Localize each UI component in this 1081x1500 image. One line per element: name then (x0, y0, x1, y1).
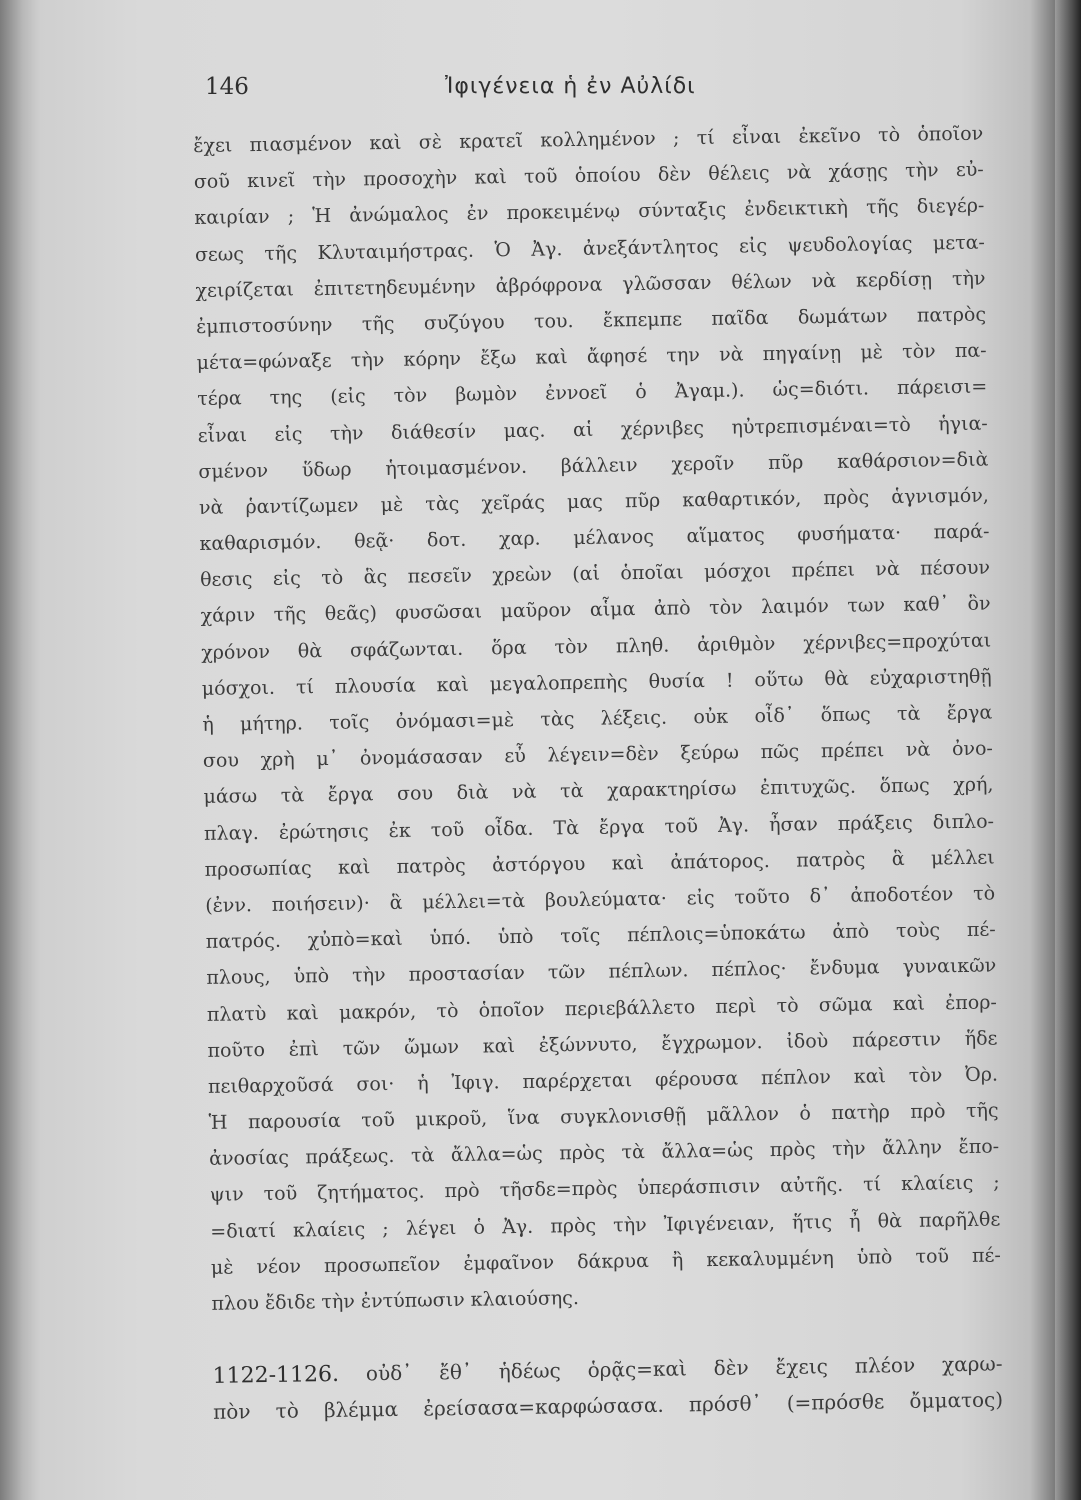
page-header (0, 74, 1081, 110)
text-line: ἡ μήτηρ. τοῖς ὀνόμασι=μὲ τὰς λέξεις. οὐκ οἶδ᾽ ὅπως τὰ ἔργα (202, 701, 993, 736)
text-line: εἶναι εἰς τὴν διάθεσίν μας. αἱ χέρνιβες ηὐτρεπισμέναι=τὸ ἡγια- (197, 412, 988, 447)
note-line: πὸν τὸ βλέμμα ἐρείσασα=καρφώσασα. πρόσθ᾽ (=πρόσθε ὄμματος) (212, 1387, 1004, 1425)
page-number: 146 (205, 74, 249, 100)
text-line: χειρίζεται ἐπιτετηδευμένην ἀβρόφρονα γλῶσσαν θέλων νὰ κερδίσῃ τὴν (195, 267, 986, 302)
page-edge-shadow (1055, 0, 1081, 1500)
text-line: πλους, ὑπὸ τὴν προστασίαν τῶν πέπλων. πέπλος· ἔνδυμα γυναικῶν (206, 954, 997, 990)
running-title: Ἰφιγένεια ἡ ἐν Αὐλίδι (445, 74, 696, 99)
text-line: ἐμπιστοσύνην τῆς συζύγου του. ἔκπεμπε παῖδα δωμάτων πατρὸς (195, 303, 987, 338)
text-line: ἔχει πιασμένον καὶ σὲ κρατεῖ κολλημένον ; τί εἶναι ἐκεῖνο τὸ ὁποῖον (193, 122, 984, 157)
text-line: πλαγ. ἐρώτησις ἐκ τοῦ οἶδα. Τὰ ἔργα τοῦ Ἀγ. ἦσαν πράξεις διπλο- (203, 810, 995, 845)
text-line: μὲ νέον προσωπεῖον ἐμφαῖνον δάκρυα ἢ κεκαλυμμένη ὑπὸ τοῦ πέ- (210, 1244, 1001, 1279)
text-line: σοῦ κινεῖ τὴν προσοχὴν καὶ τοῦ ὁποίου δὲν θέλεις νὰ χάσῃς τὴν εὐ- (193, 158, 984, 194)
note-text: οὐδ᾽ ἔθ᾽ ἡδέως ὁρᾷς=καὶ δὲν ἔχεις πλέον χαρω- (365, 1351, 1003, 1386)
text-line: καθαρισμόν. θεᾷ· δοτ. χαρ. μέλανος αἵματος φυσήματα· παρά- (199, 520, 990, 556)
text-line: =διατί κλαίεις ; λέγει ὁ Ἀγ. πρὸς τὴν Ἰφιγένειαν, ἥτις ἦ θὰ παρῆλθε (210, 1208, 1001, 1243)
text-line: σου χρὴ μ᾽ ὀνομάσασαν εὖ λέγειν=δὲν ξεύρω πῶς πρέπει νὰ ὀνο- (202, 737, 994, 773)
text-line: ποῦτο ἐπὶ τῶν ὤμων καὶ ἐξώννυτο, ἔγχρωμον. ἰδοὺ πάρεστιν ἥδε (207, 1027, 998, 1062)
text-line: μόσχοι. τί πλουσία καὶ μεγαλοπρεπὴς θυσία ! οὕτω θὰ εὐχαριστηθῇ (201, 665, 992, 700)
text-line: ψιν τοῦ ζητήματος. πρὸ τῆσδε=πρὸς ὑπεράσπισιν αὐτῆς. τί κλαίεις ; (209, 1171, 1000, 1207)
text-line: θεσις εἰς τὸ ἃς πεσεῖν χρεὼν (αἱ ὁποῖαι μόσχοι πρέπει νὰ πέσουν (199, 556, 991, 592)
text-line: μάσω τὰ ἔργα σου διὰ νὰ τὰ χαρακτηρίσω ἐπιτυχῶς. ὅπως χρή, (203, 773, 994, 809)
commentary-body (193, 116, 1003, 1431)
text-line: (ἐνν. ποιήσειν)· ἃ μέλλει=τὰ βουλεύματα· εἰς τοῦτο δ᾽ ἀποδοτέον τὸ (205, 882, 996, 917)
book-gutter (0, 0, 38, 1500)
text-line: χάριν τῆς θεᾶς) φυσῶσαι μαῦρον αἷμα ἀπὸ τὸν λαιμόν των καθ᾽ ὃν (200, 592, 991, 628)
text-line: πατρός. χὐπὸ=καὶ ὑπό. ὑπὸ τοῖς πέπλοις=ὑποκάτω ἀπὸ τοὺς πέ- (205, 918, 996, 954)
text-line: μέτα=φώναξε τὴν κόρην ἔξω καὶ ἄφησέ την νὰ πηγαίνῃ μὲ τὸν πα- (196, 339, 987, 375)
text-line: προσωπίας καὶ πατρὸς ἀστόργου καὶ ἀπάτορος. πατρὸς ἃ μέλλει (204, 846, 995, 881)
text-line: χρόνον θὰ σφάζωνται. ὅρα τὸν πληθ. ἀριθμὸν χέρνιβες=προχύται (201, 629, 992, 664)
text-line: πειθαρχοῦσά σοι· ἡ Ἰφιγ. παρέρχεται φέρουσα πέπλον καὶ τὸν Ὀρ. (207, 1063, 999, 1098)
text-line: τέρα της (εἰς τὸν βωμὸν ἐννοεῖ ὁ Ἀγαμ.). ὡς=διότι. πάρεισι= (197, 375, 988, 411)
text-line: πλου ἔδιδε τὴν ἐντύπωσιν κλαιούσης. (211, 1287, 580, 1315)
text-line: νὰ ῥαντίζωμεν μὲ τὰς χεῖράς μας πῦρ καθαρτικόν, πρὸς ἁγνισμόν, (198, 484, 990, 519)
text-line: σεως τῆς Κλυταιμήστρας. Ὁ Ἀγ. ἀνεξάντλητος εἰς ψευδολογίας μετα- (194, 231, 986, 266)
text-line: πλατὺ καὶ μακρόν, τὸ ὁποῖον περιεβάλλετο περὶ τὸ σῶμα καὶ ἐπορ- (206, 990, 997, 1026)
text-line: σμένον ὕδωρ ἡτοιμασμένον. βάλλειν χεροῖν πῦρ καθάρσιον=διὰ (198, 448, 989, 483)
text-line: Ἡ παρουσία τοῦ μικροῦ, ἵνα συγκλονισθῇ μᾶλλον ὁ πατὴρ πρὸ τῆς (208, 1099, 999, 1134)
text-line: καιρίαν ; Ἡ ἀνώμαλος ἐν προκειμένῳ σύνταξις ἐνδεικτικὴ τῆς διεγέρ- (194, 194, 985, 230)
text-line: ἀνοσίας πράξεως. τὰ ἄλλα=ὡς πρὸς τὰ ἄλλα=ὡς πρὸς τὴν ἄλλην ἔπο- (209, 1135, 1000, 1171)
verse-range: 1122-1126. (212, 1362, 340, 1390)
